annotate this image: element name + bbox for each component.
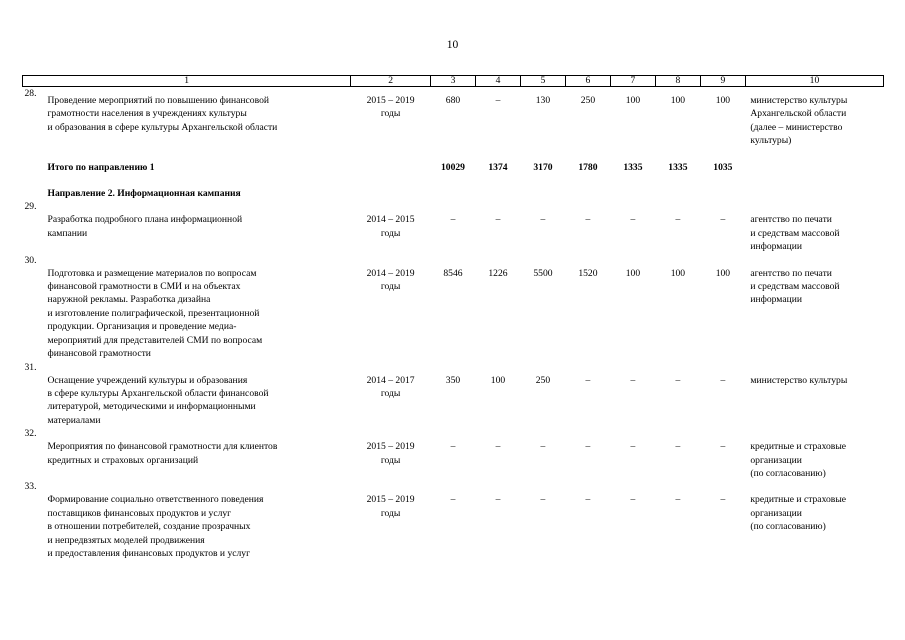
period-cell [351, 361, 431, 428]
row-number: 33. [24, 481, 37, 493]
period-cell [351, 200, 431, 253]
value-cell: 130 [535, 95, 551, 106]
table-row [23, 254, 884, 361]
measure-name-line: финансовой грамотности [47, 348, 151, 360]
measure-name-line: и предоставления финансовых продуктов и услуг [47, 547, 251, 559]
column-number: 2 [351, 76, 431, 87]
measure-name-line: в отношении потребителей, создание прозрачных [47, 521, 251, 533]
value-cell: – [540, 214, 546, 226]
total-value-cell: 1035 [713, 161, 733, 173]
value-cell: 680 [445, 95, 461, 106]
value-cell: 350 [445, 374, 461, 386]
measure-name-line: Формирование социально ответственного поведения [47, 494, 264, 506]
value-cell: – [495, 214, 501, 226]
period-cell [351, 254, 431, 361]
responsible-cell [745, 148, 883, 174]
table-row [23, 427, 884, 480]
responsible-cell [745, 427, 883, 480]
responsible-line: организации [750, 507, 802, 519]
value-cell: – [675, 494, 681, 506]
period-line: годы [380, 454, 401, 466]
period-line: годы [380, 387, 401, 399]
measure-name-line: наружной рекламы. Разработка дизайна [47, 294, 211, 306]
measure-name-line: в сфере культуры Архангельской области финансовой [47, 387, 269, 399]
table-row [23, 480, 884, 560]
column-number: 6 [565, 76, 610, 87]
value-cell: 250 [535, 374, 551, 386]
page-number: 10 [446, 39, 459, 51]
measure-name-cell [23, 254, 351, 361]
column-number: 3 [430, 76, 475, 87]
value-cell: – [630, 374, 636, 386]
value-cell: – [540, 494, 546, 506]
value-cell: – [585, 494, 591, 506]
total-value-cell: 10029 [440, 161, 465, 173]
measures-table [22, 75, 884, 560]
value-cell: – [585, 441, 591, 453]
period-line: годы [380, 507, 401, 519]
value-cell: – [720, 374, 726, 386]
total-label: Итого по направлению 1 [47, 161, 155, 173]
value-cell: – [585, 214, 591, 226]
responsible-cell [745, 361, 883, 428]
column-number: 9 [700, 76, 745, 87]
responsible-line: кредитные и страховые [750, 441, 847, 453]
measure-name-line: литературой, методическими и информационными [47, 401, 256, 413]
responsible-line: агентство по печати [750, 214, 832, 226]
value-cell: – [630, 441, 636, 453]
responsible-cell [745, 87, 883, 148]
total-value-cell: 1374 [488, 161, 508, 173]
period-cell [351, 427, 431, 480]
responsible-line: агентство по печати [750, 267, 832, 279]
measure-name-line: материалами [47, 414, 101, 426]
period-line: годы [380, 108, 401, 120]
period-line: 2015 – 2019 [366, 95, 415, 106]
value-cell: – [720, 214, 726, 226]
value-cell: – [675, 374, 681, 386]
measure-name-cell [23, 200, 351, 253]
value-cell: 100 [715, 95, 731, 106]
period-cell [351, 148, 431, 174]
measure-name-line: финансовой грамотности в СМИ и на объектах [47, 281, 241, 293]
value-cell: – [675, 214, 681, 226]
table-body [23, 87, 884, 561]
period-line: 2015 – 2019 [366, 494, 415, 506]
row-number: 30. [24, 254, 37, 266]
value-cell: – [495, 441, 501, 453]
measure-name-line: мероприятий для представителей СМИ по вопросам [47, 334, 263, 346]
measure-name-cell [23, 87, 351, 148]
measure-name-line: продукции. Организация и проведение медиа- [47, 321, 237, 333]
row-number: 28. [24, 88, 37, 99]
value-cell: – [585, 374, 591, 386]
value-cell: – [450, 214, 456, 226]
responsible-line: организации [750, 454, 802, 466]
row-number: 29. [24, 201, 37, 213]
column-number-row [23, 76, 884, 87]
table-row [23, 200, 884, 253]
measure-name-line: и непредвзятых моделей продвижения [47, 534, 205, 546]
value-cell: – [720, 494, 726, 506]
value-cell: – [720, 441, 726, 453]
measure-name-cell [23, 480, 351, 560]
value-cell: 250 [580, 95, 596, 106]
period-line: 2015 – 2019 [366, 441, 415, 453]
responsible-line: (далее – министерство [750, 121, 843, 133]
table-row [23, 361, 884, 428]
value-cell: – [495, 95, 501, 106]
column-number: 1 [23, 76, 351, 87]
value-cell: 100 [490, 374, 506, 386]
responsible-line: (по согласованию) [750, 521, 826, 533]
measure-name-line: поставщиков финансовых продуктов и услуг [47, 507, 232, 519]
value-cell: 8546 [443, 267, 463, 279]
measure-name-line: Оснащение учреждений культуры и образования [47, 374, 248, 386]
measure-name-line: кредитных и страховых организаций [47, 454, 199, 466]
measure-name-line: Подготовка и размещение материалов по вопросам [47, 267, 257, 279]
responsible-cell [745, 480, 883, 560]
value-cell: – [450, 441, 456, 453]
table-row [23, 87, 884, 148]
measure-name-line: кампании [47, 227, 88, 239]
value-cell: 1226 [488, 267, 508, 279]
column-number: 10 [745, 76, 883, 87]
value-cell: – [630, 214, 636, 226]
value-cell: 100 [670, 267, 686, 279]
value-cell: 100 [625, 267, 641, 279]
period-line: 2014 – 2015 [366, 214, 415, 226]
measure-name-cell [23, 361, 351, 428]
responsible-line: и средствам массовой [750, 227, 840, 239]
value-cell: 1520 [578, 267, 598, 279]
responsible-line: информации [750, 241, 802, 253]
value-cell: – [630, 494, 636, 506]
value-cell: – [450, 494, 456, 506]
measure-name-line: и образования в сфере культуры Архангельской области [47, 121, 278, 133]
column-number: 7 [610, 76, 655, 87]
responsible-line: культуры) [750, 135, 792, 147]
column-number: 5 [520, 76, 565, 87]
total-value-cell: 1335 [668, 161, 688, 173]
responsible-cell [745, 254, 883, 361]
period-cell [351, 480, 431, 560]
period-line: 2014 – 2017 [366, 374, 415, 386]
column-number: 8 [655, 76, 700, 87]
responsible-line: (по согласованию) [750, 467, 826, 479]
responsible-line: министерство культуры [750, 95, 848, 106]
responsible-cell [745, 200, 883, 253]
value-cell: – [540, 441, 546, 453]
measure-name-line: Проведение мероприятий по повышению финансовой [47, 95, 269, 106]
measure-name-line: Разработка подробного плана информационной [47, 214, 243, 226]
period-line: годы [380, 227, 401, 239]
period-line: годы [380, 281, 401, 293]
responsible-line: министерство культуры [750, 374, 848, 386]
period-line: 2014 – 2019 [366, 267, 415, 279]
value-cell: – [675, 441, 681, 453]
row-number: 31. [24, 361, 37, 373]
measure-name-cell [23, 427, 351, 480]
total-value-cell: 1335 [623, 161, 643, 173]
total-value-cell: 3170 [533, 161, 553, 173]
responsible-line: и средствам массовой [750, 281, 840, 293]
section-title: Направление 2. Информационная кампания [47, 188, 241, 200]
responsible-line: кредитные и страховые [750, 494, 847, 506]
measure-name-line: и изготовление полиграфической, презентационной [47, 307, 260, 319]
value-cell: – [495, 494, 501, 506]
value-cell: 100 [715, 267, 731, 279]
value-cell: 100 [625, 95, 641, 106]
responsible-line: Архангельской области [750, 108, 847, 120]
measure-name-line: Мероприятия по финансовой грамотности для клиентов [47, 441, 278, 453]
responsible-line: информации [750, 294, 802, 306]
total-value-cell: 1780 [578, 161, 598, 173]
row-number: 32. [24, 428, 37, 440]
period-cell [351, 87, 431, 148]
total-row [23, 148, 884, 174]
section-row [23, 174, 884, 200]
column-number: 4 [475, 76, 520, 87]
measure-name-line: грамотности населения в учреждениях культуры [47, 108, 247, 120]
value-cell: 5500 [533, 267, 553, 279]
value-cell: 100 [670, 95, 686, 106]
